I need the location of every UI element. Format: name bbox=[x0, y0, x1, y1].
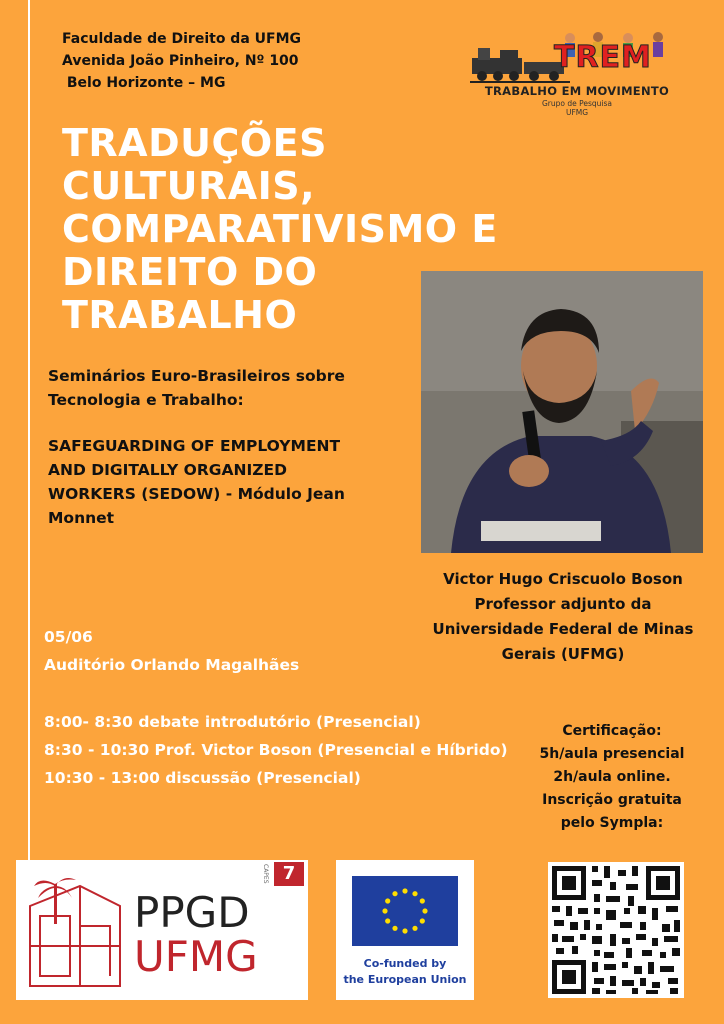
title-line-4: DIREITO DO bbox=[62, 250, 318, 294]
schedule bbox=[44, 708, 514, 792]
eu-flag-icon bbox=[352, 876, 458, 946]
speaker-name: Victor Hugo Criscuolo Boson bbox=[443, 570, 683, 588]
ppgd-ufmg-logo bbox=[16, 860, 308, 1000]
module-line-1: SAFEGUARDING OF EMPLOYMENT bbox=[48, 437, 341, 455]
module-line-4: Monnet bbox=[48, 509, 115, 527]
speaker-role-1: Professor adjunto da bbox=[474, 595, 652, 613]
certification-info bbox=[512, 720, 712, 835]
speaker-caption bbox=[408, 567, 718, 667]
building-palm-icon bbox=[20, 866, 130, 996]
speaker-photo bbox=[421, 271, 703, 553]
trem-institution: UFMG bbox=[565, 108, 589, 117]
series-line-1: Seminários Euro-Brasileiros sobre bbox=[48, 367, 345, 385]
eu-text bbox=[336, 956, 474, 988]
capes-grade-badge: 7 bbox=[274, 862, 304, 886]
speaker-portrait-icon bbox=[421, 271, 703, 553]
trem-subtitle: TRABALHO EM MOVIMENTO bbox=[484, 84, 670, 98]
event-details bbox=[44, 623, 299, 679]
address-line-3: Belo Horizonte – MG bbox=[62, 75, 226, 91]
trem-tagline: Grupo de Pesquisa bbox=[541, 99, 613, 108]
speaker-role-2: Universidade Federal de Minas bbox=[432, 620, 694, 638]
seminar-info bbox=[48, 364, 408, 530]
ufmg-wordmark: UFMG bbox=[134, 932, 258, 981]
ppgd-wordmark: PPGD bbox=[134, 888, 250, 937]
cert-line-2: 5h/aula presencial bbox=[539, 746, 685, 762]
eu-line-1: Co-funded by bbox=[363, 957, 447, 970]
event-venue: Auditório Orlando Magalhães bbox=[44, 656, 300, 674]
decorative-line bbox=[28, 0, 30, 860]
cert-line-3: 2h/aula online. bbox=[553, 769, 671, 785]
trem-logo bbox=[470, 30, 684, 125]
module-line-2: AND DIGITALLY ORGANIZED bbox=[48, 461, 287, 479]
capes-label: CAPES bbox=[262, 864, 269, 884]
eu-cofunded-logo bbox=[336, 860, 474, 1000]
address-block bbox=[62, 28, 301, 94]
title-line-5: TRABALHO bbox=[62, 293, 298, 337]
address-line-1: Faculdade de Direito da UFMG bbox=[62, 31, 302, 47]
qr-code[interactable] bbox=[548, 862, 684, 998]
title-line-3: COMPARATIVISMO E bbox=[62, 207, 498, 251]
schedule-item-3: 10:30 - 13:00 discussão (Presencial) bbox=[44, 769, 361, 787]
module-line-3: WORKERS (SEDOW) - Módulo Jean bbox=[48, 485, 345, 503]
title-line-2: CULTURAIS, bbox=[62, 164, 316, 208]
address-line-2: Avenida João Pinheiro, Nº 100 bbox=[62, 53, 299, 69]
title-line-1: TRADUÇÕES bbox=[62, 121, 328, 165]
trem-wordmark: TREM bbox=[554, 40, 652, 75]
cert-line-1: Certificação: bbox=[562, 723, 662, 739]
event-date: 05/06 bbox=[44, 628, 93, 646]
cert-line-4: Inscrição gratuita bbox=[542, 792, 682, 808]
speaker-role-3: Gerais (UFMG) bbox=[501, 645, 625, 663]
schedule-item-2: 8:30 - 10:30 Prof. Victor Boson (Presencial e Híbrido) bbox=[44, 741, 508, 759]
cert-line-5: pelo Sympla: bbox=[560, 815, 664, 831]
schedule-item-1: 8:00- 8:30 debate introdutório (Presencial) bbox=[44, 713, 421, 731]
eu-line-2: the European Union bbox=[343, 973, 467, 986]
series-line-2: Tecnologia e Trabalho: bbox=[48, 391, 244, 409]
qr-code-icon bbox=[548, 862, 684, 998]
